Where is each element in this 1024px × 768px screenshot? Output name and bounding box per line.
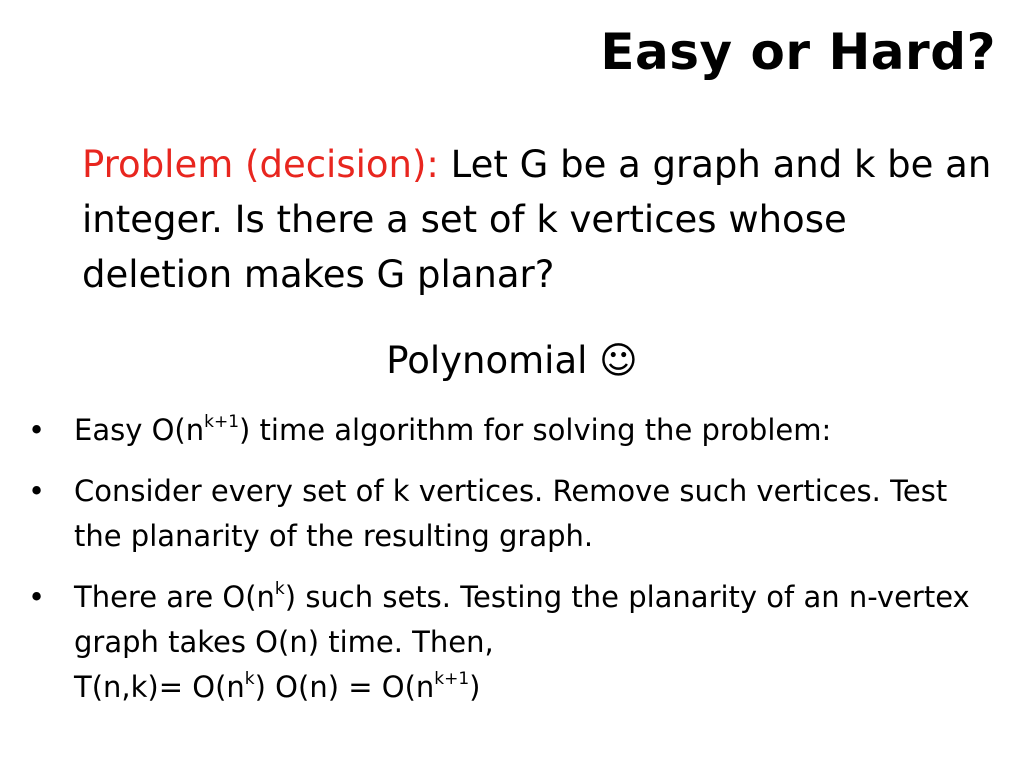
bullet-exponent: k [274, 579, 285, 599]
bullet-icon: • [28, 474, 46, 508]
formula-part: ) [469, 670, 481, 704]
formula-part: T(n,k)= O(n [74, 670, 245, 704]
bullet-icon: • [28, 413, 46, 447]
bullet-item-easy-algorithm [0, 408, 1024, 453]
bullet-exponent: k+1 [204, 412, 240, 432]
formula-exponent: k [244, 669, 255, 689]
complexity-formula [74, 665, 984, 710]
bullet-icon: • [28, 580, 46, 614]
slide-title: Easy or Hard? [600, 23, 996, 81]
answer-line [0, 335, 1024, 387]
formula-part: ) O(n) = O(n [254, 670, 435, 704]
bullet-text-pre: Easy O(n [74, 413, 205, 447]
bullet-text-post: ) time algorithm for solving the problem: [239, 413, 832, 447]
problem-statement [82, 137, 992, 302]
formula-exponent: k+1 [434, 669, 470, 689]
smiley-icon: ☺ [599, 339, 638, 382]
problem-label: Problem (decision): [82, 143, 439, 186]
problem-text: Let G be a graph and k be an integer. Is there a set of k vertices whose deletion makes G planar? [82, 143, 992, 296]
bullet-item-complexity [0, 575, 1024, 710]
bullet-item-consider-sets [0, 469, 1024, 559]
answer-text: Polynomial [386, 339, 588, 382]
bullet-text-pre: There are O(n [74, 580, 275, 614]
bullet-list [0, 408, 1024, 726]
bullet-text: Consider every set of k vertices. Remove such vertices. Test the planarity of the resulting graph. [74, 474, 948, 553]
bullet-text-post: ) such sets. Testing the planarity of an n-vertex graph takes O(n) time. Then, [74, 580, 970, 659]
